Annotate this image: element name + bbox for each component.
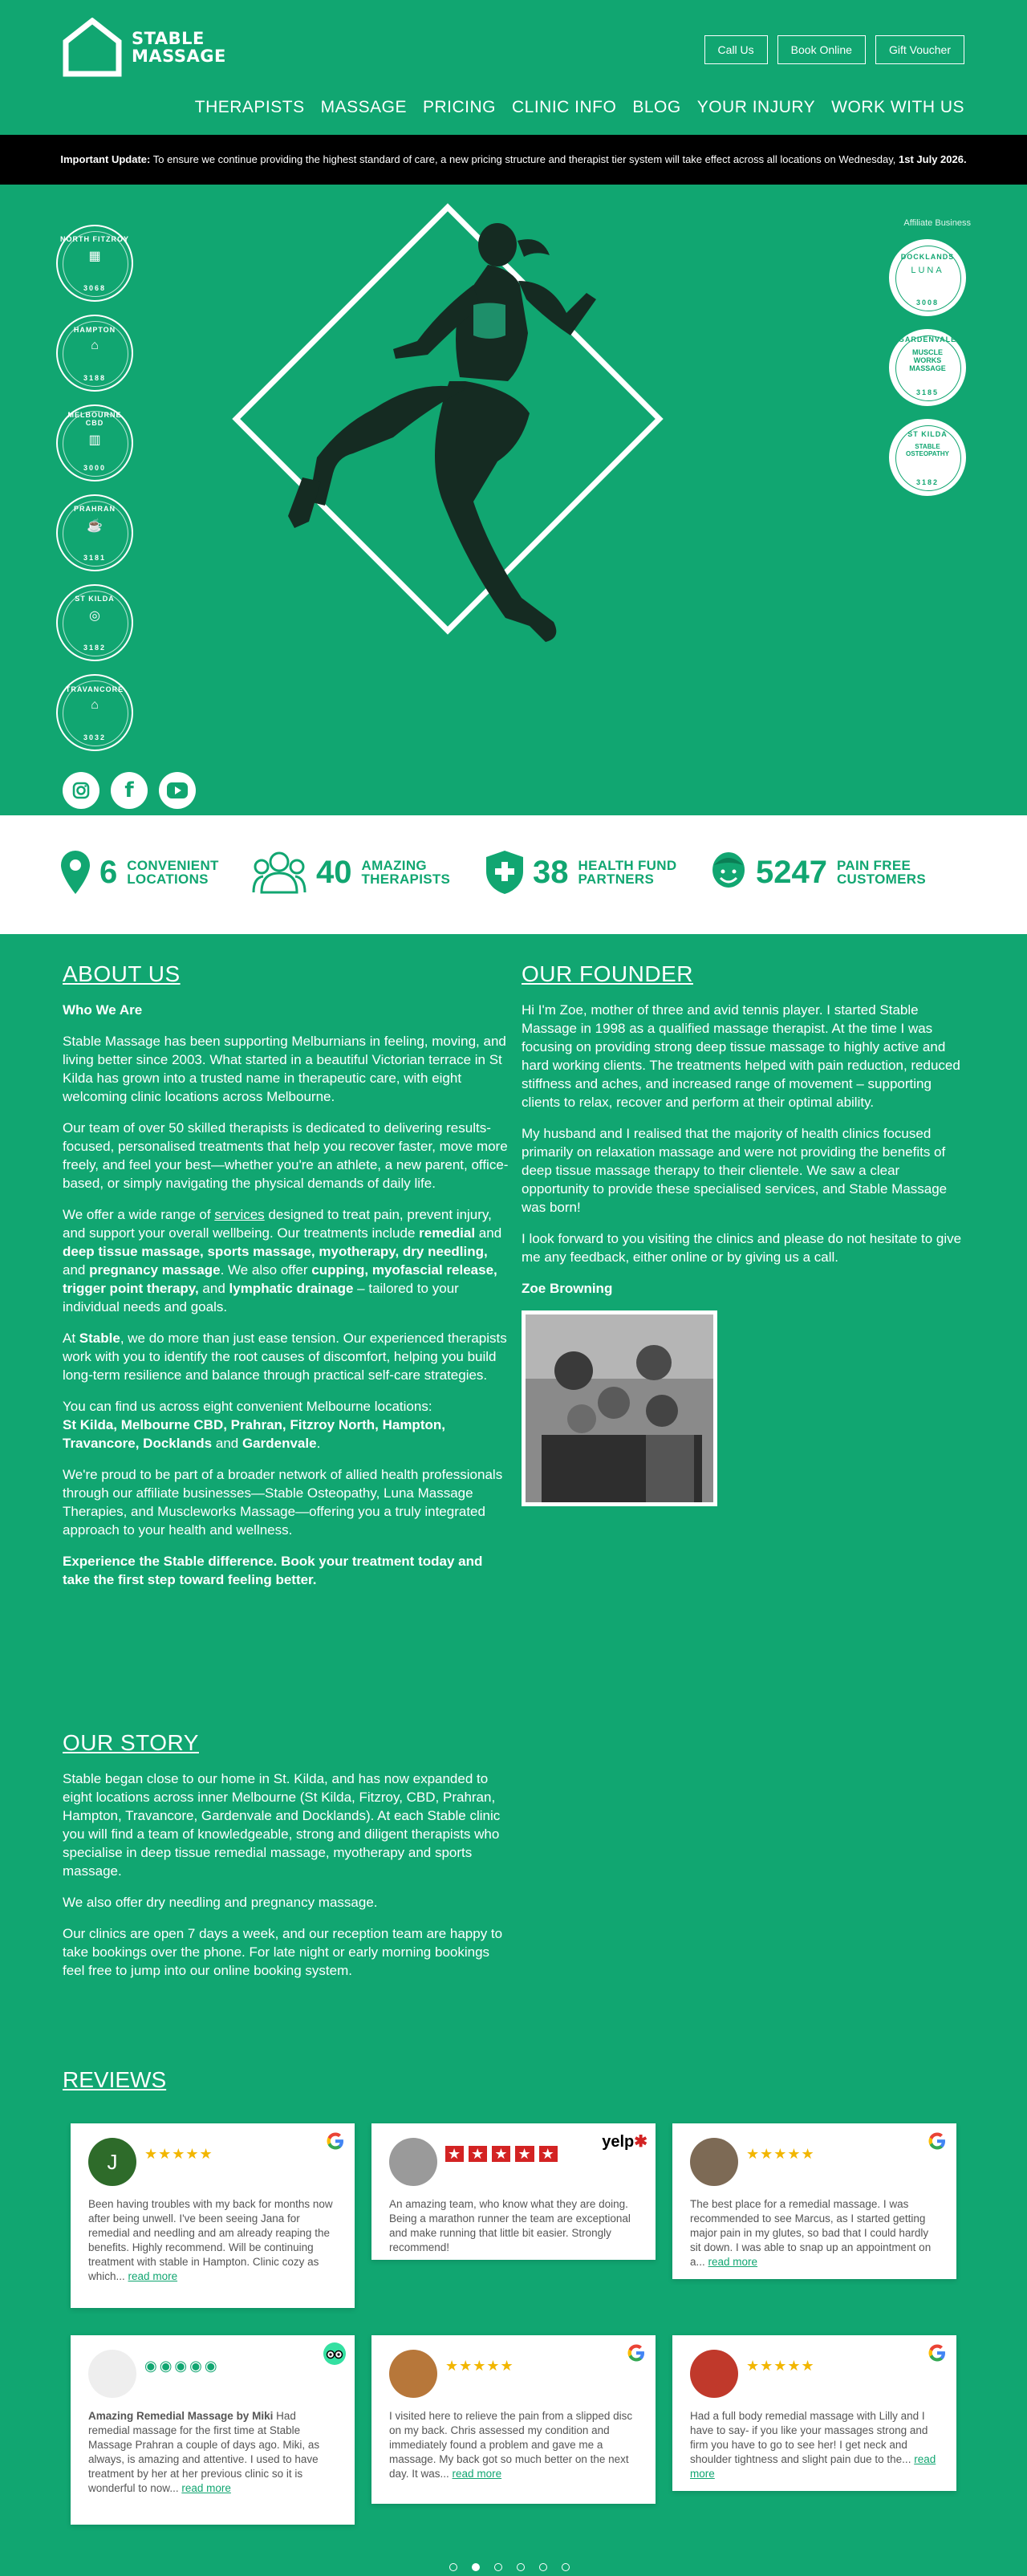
- stable-massage-logo[interactable]: [63, 18, 226, 77]
- avatar: [389, 2138, 437, 2186]
- gift-voucher-button[interactable]: Gift Voucher: [875, 35, 964, 64]
- notice-label: Important Update:: [60, 153, 151, 165]
- carousel-dot[interactable]: [517, 2563, 525, 2571]
- happy-face-icon: [711, 851, 746, 894]
- affiliate-badge-docklands[interactable]: DOCKLANDS LUNA 3008: [889, 239, 966, 316]
- location-badge-travancore[interactable]: TRAVANCORE ⌂ 3032: [56, 674, 133, 751]
- affiliate-badge-st-kilda[interactable]: ST KILDA STABLE OSTEOPATHY 3182: [889, 419, 966, 496]
- top-buttons: [704, 35, 964, 64]
- review-card: ★★★★★ I visited here to relieve the pain from a slipped disc on my back. Chris assessed my condition and immediately found a problem and gave me a massage. My back got so much better on the next day. It was... read more: [371, 2335, 656, 2504]
- location-badge-prahran[interactable]: PRAHRAN ☕ 3181: [56, 494, 133, 571]
- avatar: J: [88, 2138, 136, 2186]
- affiliate-label: Affiliate Business: [903, 218, 971, 228]
- nav-your-injury[interactable]: YOUR INJURY: [696, 98, 816, 116]
- nav-pricing[interactable]: PRICING: [422, 98, 496, 116]
- carousel-dot[interactable]: [494, 2563, 502, 2571]
- review-card: ◉◉◉◉◉ Amazing Remedial Massage by Miki Had remedial massage for the first time at Stable Massage Prahran a couple of days ago. Miki, as always, is amazing and attentive. I used to have treatment by her at her previous clinic so it is wonderful to now... read more: [71, 2335, 355, 2525]
- stat-therapists: 40 AMAZING THERAPISTS: [252, 851, 450, 894]
- social-links: [63, 772, 196, 809]
- stat-customers: 5247 PAIN FREE CUSTOMERS: [711, 851, 926, 894]
- house-logo-icon: [63, 18, 122, 77]
- logo-wordmark: STABLE MASSAGE: [132, 29, 226, 66]
- instagram-icon[interactable]: [63, 772, 99, 809]
- tripadvisor-icon: [323, 2342, 347, 2370]
- review-card: ★★★★★ The best place for a remedial massage. I was recommended to see Marcus, as I started getting major pain in my glutes, so bad that I could hardly sit down. I was able to snap up an appointment on a... read more: [672, 2123, 956, 2279]
- stat-health-fund: 38 HEALTH FUND PARTNERS: [486, 851, 676, 894]
- location-badge-hampton[interactable]: HAMPTON ⌂ 3188: [56, 315, 133, 392]
- founder-family-photo: [522, 1310, 717, 1506]
- about-paragraph: Stable Massage has been supporting Melburnians in feeling, moving, and living better since 2003. What started in a beautiful Victorian terrace in St Kilda has grown into a trusted name in therapeutic care, with eight welcoming clinic locations across Melbourne.: [63, 1034, 506, 1104]
- runner-illustration: [233, 217, 698, 730]
- google-icon: [324, 2130, 347, 2156]
- stats-bar: [0, 815, 1027, 934]
- read-more-link[interactable]: read more: [128, 2270, 178, 2282]
- story-paragraph: Our clinics are open 7 days a week, and our reception team are happy to take bookings over the phone. For late night or early morning bookings feel free to jump into our online booking system.: [63, 1926, 503, 1978]
- our-founder-title: OUR FOUNDER: [522, 961, 693, 986]
- star-rating: ◉◉◉◉◉: [144, 2358, 220, 2374]
- star-rating: ★★★★★: [445, 2358, 514, 2374]
- avatar: [690, 2138, 738, 2186]
- shield-cross-icon: [486, 851, 523, 894]
- carousel-dot[interactable]: [449, 2563, 457, 2571]
- yelp-icon: yelp✱: [602, 2133, 647, 2151]
- about-paragraph: We're proud to be part of a broader network of allied health professionals through our affiliate businesses—Stable Osteopathy, Luna Massage Therapies, and Muscleworks Massage—offering you a truly integrated approach to your health and wellness.: [63, 1467, 503, 1538]
- review-card: ★★★★★ Had a full body remedial massage with Lilly and I have to say- if you like your massages strong and firm you have to go to see her! I get neck and shoulder tightness and slight pain due to the... read more: [672, 2335, 956, 2491]
- book-online-button[interactable]: Book Online: [777, 35, 866, 64]
- location-badge-north-fitzroy[interactable]: NORTH FITZROY ▦ 3068: [56, 225, 133, 302]
- people-icon: [252, 851, 306, 894]
- main-nav: [195, 98, 964, 117]
- nav-blog[interactable]: BLOG: [632, 98, 681, 116]
- about-locations-paragraph: You can find us across eight convenient Melbourne locations: St Kilda, Melbourne CBD, Prahran, Fitzroy North, Hampton, Travancore, Docklands and Gardenvale.: [63, 1399, 445, 1451]
- nav-therapists[interactable]: THERAPISTS: [194, 98, 305, 116]
- school-icon: ⌂: [91, 698, 99, 712]
- map-pin-icon: [61, 851, 90, 894]
- facebook-icon[interactable]: f: [111, 772, 148, 809]
- google-icon: [625, 2342, 647, 2368]
- archway-icon: ⌂: [91, 339, 99, 352]
- about-us-title: ABOUT US: [63, 961, 181, 986]
- google-icon: [926, 2342, 948, 2368]
- about-us-section: [63, 961, 509, 1602]
- youtube-icon[interactable]: [159, 772, 196, 809]
- about-cta: Experience the Stable difference. Book your treatment today and take the first step toward feeling better.: [63, 1554, 483, 1587]
- star-rating: ★★★★★: [746, 2358, 815, 2374]
- star-rating: ★★★★★: [746, 2146, 815, 2162]
- site-header: [0, 0, 1027, 135]
- important-update-banner: [0, 135, 1027, 185]
- lifebuoy-icon: ◎: [89, 609, 100, 623]
- our-story-title: OUR STORY: [63, 1730, 199, 1755]
- services-link[interactable]: services: [214, 1207, 265, 1222]
- about-subtitle: Who We Are: [63, 1002, 143, 1018]
- nav-work-with-us[interactable]: WORK WITH US: [831, 98, 964, 116]
- about-paragraph: At Stable, we do more than just ease tension. Our experienced therapists work with you to identify the root causes of discomfort, helping you build long-term resilience and balance through practical self-care strategies.: [63, 1331, 507, 1383]
- hero: [0, 185, 1027, 815]
- star-rating: ★ ★ ★ ★ ★: [445, 2146, 558, 2163]
- about-paragraph: Our team of over 50 skilled therapists is dedicated to delivering results-focused, personalised treatments that help you recover faster, move more freely, and feel your best—whether you're an athlete, a new parent, office-based, or simply navigating the physical demands of daily life.: [63, 1120, 509, 1191]
- carousel-dots: [449, 2563, 570, 2571]
- read-more-link[interactable]: read more: [708, 2256, 758, 2268]
- carousel-dot-active[interactable]: [472, 2563, 480, 2571]
- nav-massage[interactable]: MASSAGE: [320, 98, 407, 116]
- carousel-dot[interactable]: [539, 2563, 547, 2571]
- affiliate-badge-gardenvale[interactable]: GARDENVALE MUSCLE WORKS MASSAGE 3185: [889, 329, 966, 406]
- coffee-cup-icon: ☕: [87, 519, 103, 533]
- location-badge-melbourne-cbd[interactable]: MELBOURNE CBD ▥ 3000: [56, 404, 133, 481]
- review-card: ★ ★ ★ ★ ★ yelp✱ An amazing team, who know what they are doing. Being a marathon runner the team are exceptional and make running that little bit easier. Strongly recommend!: [371, 2123, 656, 2260]
- star-rating: ★★★★★: [144, 2146, 213, 2162]
- stat-locations: 6 CONVENIENT LOCATIONS: [61, 851, 219, 894]
- reviews-title: REVIEWS: [63, 2067, 167, 2092]
- founder-paragraph: My husband and I realised that the majority of health clinics focused primarily on relaxation massage and were not providing the benefits of deep tissue massage therapy to their clientele. We saw a clear opportunity to provide these specialised services, and Stable Massage was born!: [522, 1126, 948, 1215]
- location-badge-st-kilda[interactable]: ST KILDA ◎ 3182: [56, 584, 133, 661]
- google-icon: [926, 2130, 948, 2156]
- founder-paragraph: I look forward to you visiting the clinics and please do not hesitate to give me any feedback, either online or by giving us a call.: [522, 1231, 962, 1265]
- avatar: [690, 2350, 738, 2398]
- read-more-link[interactable]: read more: [690, 2453, 936, 2480]
- our-story-section: [63, 1730, 509, 1993]
- city-icon: ▥: [88, 433, 101, 447]
- our-founder-section: [522, 961, 968, 1506]
- call-us-button[interactable]: Call Us: [704, 35, 768, 64]
- avatar: [88, 2350, 136, 2398]
- founder-name: Zoe Browning: [522, 1281, 613, 1296]
- read-more-link[interactable]: read more: [452, 2468, 502, 2480]
- building-icon: ▦: [88, 250, 101, 263]
- about-services-paragraph: We offer a wide range of services designed to treat pain, prevent injury, and support your overall wellbeing. Our treatments include remedial and deep tissue massage, sports massage, myotherapy, dry needling, and pregnancy massage. We also offer cupping, myofascial release, trigger point therapy, and lymphatic drainage – tailored to your individual needs and goals.: [63, 1207, 502, 1314]
- review-card: J ★★★★★ Been having troubles with my back for months now after being unwell. I've been seeing Jana for remedial and needling and am already reaping the benefits. Highly recommend. Will be continuing treatment with stable in Hampton. Clinic cozy as which... read more: [71, 2123, 355, 2308]
- notice-date: 1st July 2026.: [899, 153, 967, 165]
- story-paragraph: Stable began close to our home in St. Kilda, and has now expanded to eight locations across inner Melbourne (St Kilda, Fitzroy, CBD, Prahran, Hampton, Travancore, Gardenvale and Docklands). At each Stable clinic you will find a team of knowledgeable, strong and diligent therapists who specialise in deep tissue remedial massage, myotherapy and sports massage.: [63, 1771, 501, 1879]
- read-more-link[interactable]: read more: [181, 2482, 231, 2494]
- nav-clinic-info[interactable]: CLINIC INFO: [512, 98, 617, 116]
- avatar: [389, 2350, 437, 2398]
- founder-paragraph: Hi I'm Zoe, mother of three and avid tennis player. I started Stable Massage in 1998 as a qualified massage therapist. At the time I was focusing on providing strong deep tissue massage to highly active and hard working clients. The treatments helped with pain reduction, reduced stiffness and aches, and increased range of movement – supporting clients to relax, recover and perform at their optimal ability.: [522, 1002, 960, 1110]
- carousel-dot[interactable]: [562, 2563, 570, 2571]
- notice-text: To ensure we continue providing the highest standard of care, a new pricing structure and therapist tier system will take effect across all locations on Wednesday,: [152, 153, 896, 165]
- story-paragraph: We also offer dry needling and pregnancy massage.: [63, 1895, 378, 1910]
